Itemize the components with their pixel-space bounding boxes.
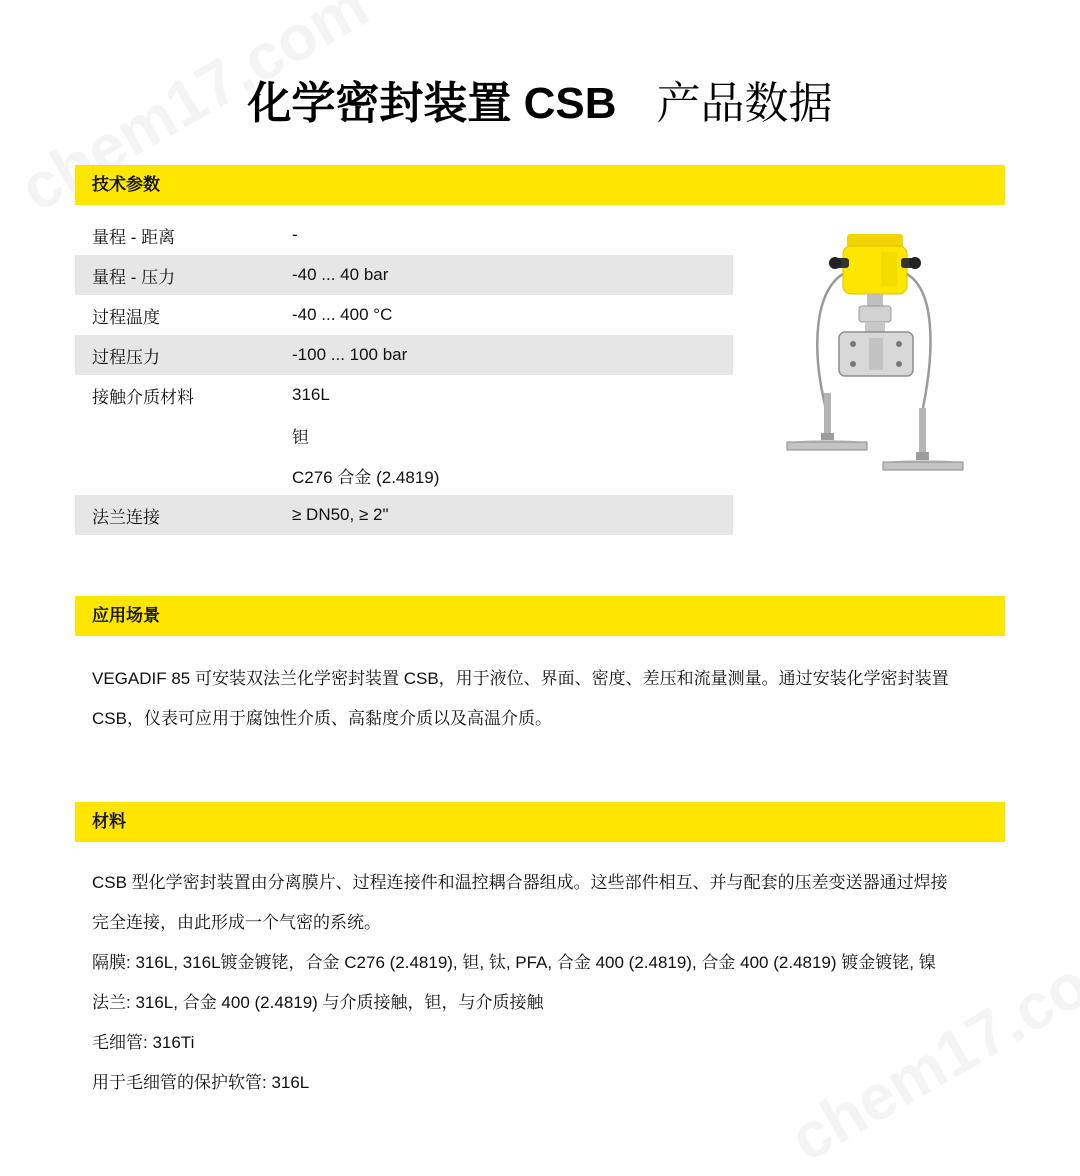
application-text: VEGADIF 85 可安装双法兰化学密封装置 CSB，用于液位、界面、密度、差压和流量测量。通过安装化学密封装置 CSB，仪表可应用于腐蚀性介质、高黏度介质以及高温介质。 [92,669,949,728]
spec-value: C276 合金 (2.4819) [292,467,440,487]
material-line: 用于毛细管的保护软管: 316L [92,1073,310,1092]
spec-row [75,335,733,375]
product-image [785,228,975,478]
page-title [0,74,1080,134]
spec-row [75,415,733,455]
spec-value: 钽 [292,427,309,447]
material-line: 法兰: 316L, 合金 400 (2.4819) 与介质接触，钽，与介质接触 [92,993,544,1012]
title-main: 化学密封装置 CSB [247,79,617,128]
material-line: 隔膜: 316L, 316L镀金镀铑，合金 C276 (2.4819), 钽, 钛, PFA, 合金 400 (2.4819), 合金 400 (2.4819) 镀金镀铑, 镍 [92,953,936,972]
material-list [92,863,992,1103]
spec-row [75,375,733,415]
spec-row [75,495,733,535]
title-subtitle: 产品数据 [656,79,833,128]
material-line: CSB 型化学密封装置由分离膜片、过程连接件和温控耦合器组成。这些部件相互、并与配套的压差变送器通过焊接 [92,873,948,892]
spec-table [75,215,733,535]
spec-label: 接触介质材料 [92,387,194,407]
spec-value: 316L [292,385,330,404]
section-header-tech: 技术参数 [75,165,1005,205]
material-line: 毛细管: 316Ti [92,1033,195,1052]
spec-row [75,295,733,335]
spec-label: 过程温度 [92,307,160,327]
spec-label: 量程 - 距离 [92,227,176,247]
spec-value: -100 ... 100 bar [292,345,408,364]
material-line: 完全连接，由此形成一个气密的系统。 [92,913,381,932]
spec-value: -40 ... 40 bar [292,265,389,284]
spec-row [75,455,733,495]
spec-row [75,255,733,295]
spec-label: 过程压力 [92,347,160,367]
spec-value: - [292,225,298,244]
spec-label: 法兰连接 [92,507,160,527]
spec-label: 量程 - 压力 [92,267,176,287]
spec-value: -40 ... 400 °C [292,305,393,324]
section-header-material: 材料 [75,802,1005,842]
spec-row [75,215,733,255]
section-header-application: 应用场景 [75,596,1005,636]
spec-value: ≥ DN50, ≥ 2" [292,505,389,524]
